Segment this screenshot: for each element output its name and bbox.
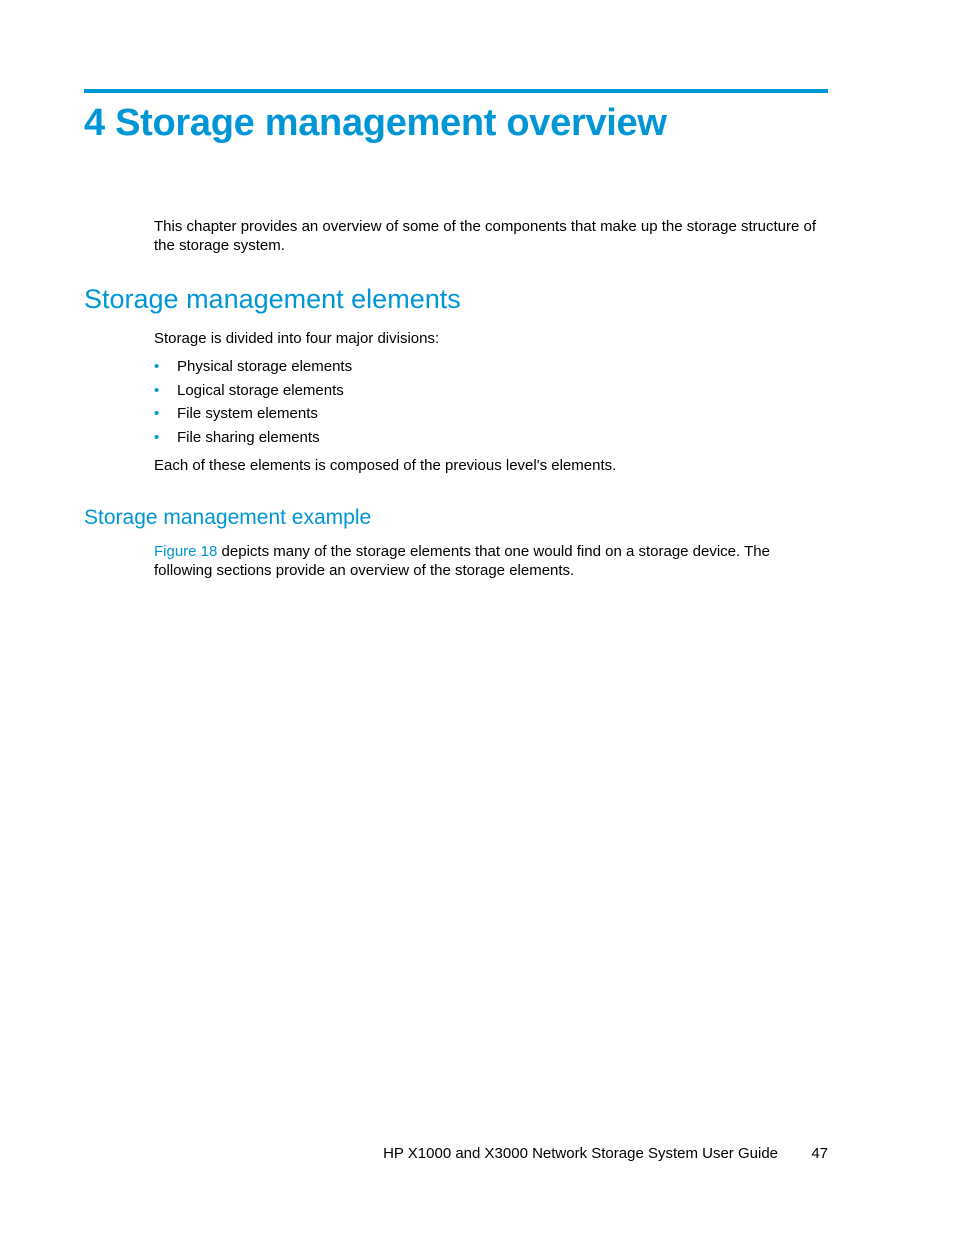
example-paragraph [154, 542, 830, 580]
example-paragraph-text: depicts many of the storage elements that one would find on a storage device. The following sections provide an overview of the storage elements. [154, 543, 770, 579]
list-item [154, 379, 352, 403]
footer-guide-title: HP X1000 and X3000 Network Storage System User Guide [383, 1145, 778, 1162]
chapter-top-rule [84, 89, 828, 93]
list-item-label: Logical storage elements [177, 381, 344, 399]
bullet-icon: • [154, 405, 160, 423]
bullet-icon: • [154, 358, 160, 375]
section-heading-example: Storage management example [84, 506, 372, 529]
list-item [154, 355, 352, 379]
list-item-label: File system elements [177, 405, 318, 423]
list-item [154, 402, 352, 426]
list-item [154, 426, 352, 450]
figure-18-link[interactable]: Figure 18 [154, 543, 218, 560]
bullet-icon: • [154, 429, 160, 447]
divisions-list [154, 355, 352, 450]
section-heading-elements: Storage management elements [84, 284, 461, 314]
chapter-title: 4 Storage management overview [84, 102, 667, 144]
page-number: 47 [811, 1145, 828, 1162]
divisions-intro: Storage is divided into four major divisions: [154, 330, 440, 347]
list-item-label: Physical storage elements [177, 358, 353, 375]
chapter-intro: This chapter provides an overview of some of the components that make up the storage structure of the storage system. [154, 218, 817, 254]
elements-note: Each of these elements is composed of the previous level's elements. [154, 457, 617, 474]
bullet-icon: • [154, 381, 160, 399]
list-item-label: File sharing elements [177, 429, 320, 447]
